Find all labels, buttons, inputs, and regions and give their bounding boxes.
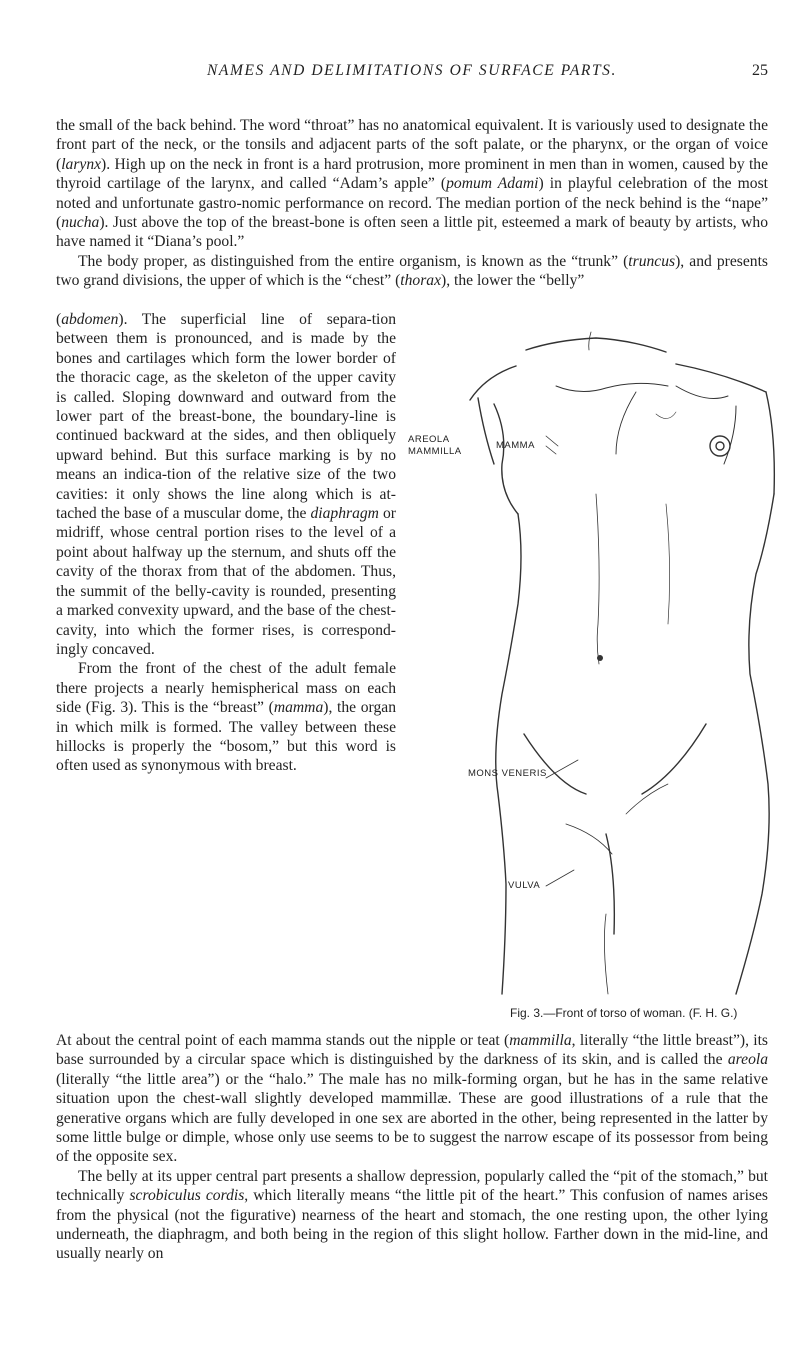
label-mons-veneris: MONS VENERIS (468, 768, 547, 779)
label-vulva: VULVA (508, 880, 541, 891)
paragraph-pit-of-stomach: The belly at its upper central part presents a shallow depression, popularly called the “pit of the stomach,” but technically scrobiculus cordis, which literally means “the little pit of the heart.” This confusion of names arises from the physical (not the figurative) nearness of the heart and stomach, the one resting upon, the other lying underneath, the diaphragm, and both being in the region of this slight hollow. Farther down in the mid-line, and usually nearly on (56, 1167, 768, 1263)
paragraph-breast: From the front of the chest of the adult female there projects a nearly hemispherical mass on each side (Fig. 3). This is the “breast” (mamma), the organ in which milk is formed. The valley between these hillocks is properly the “bosom,” but this word is often used as synonymous with breast. (56, 660, 396, 775)
paragraph-trunk: The body proper, as distinguished from the entire organism, is known as the “trunk” (truncus), and presents two grand divisions, the upper of which is the “chest” (thorax), the lower the “belly” (56, 252, 768, 290)
page-header (56, 62, 768, 82)
label-areola: AREOLA (408, 434, 450, 445)
body-text-column (56, 310, 396, 776)
running-head: NAMES AND DELIMITATIONS OF SURFACE PARTS. (206, 62, 618, 79)
torso-drawing (406, 314, 776, 1004)
body-text-top (56, 116, 768, 291)
body-text-bottom (56, 1031, 768, 1264)
label-mamma: MAMMA (496, 440, 535, 451)
label-mammilla: MAMMILLA (408, 446, 462, 457)
paragraph-throat: the small of the back behind. The word “throat” has no anatomical equivalent. It is variously used to designate the front part of the neck, or the tonsils and adjacent parts of the soft palate, or the pharynx, or the organ of voice (larynx). High up on the neck in front is a hard protrusion, more prominent in men than in women, caused by the thyroid cartilage of the larynx, and called “Adam’s apple” (pomum Adami) in playful celebration of the most noted and unfortunate gastro-nomic performance on record. The median portion of the neck behind is the “nape” (nucha). Just above the top of the breast-bone is often seen a little pit, esteemed a mark of beauty by artists, who have named it “Diana’s pool.” (56, 117, 768, 251)
paragraph-abdomen: (abdomen). The superficial line of separa-tion between them is pronounced, and is made by the bones and cartilages which form the lower border of the thoracic cage, as the skeleton of the upper cavity is called. Sloping downward and outward from the lower part of the breast-bone, the boundary-line is continued backward at the sides, and then obliquely upward behind. But this surface marking is by no means an indica-tion of the relative size of the two cavities: it only shows the line along which is at-tached the base of a muscular dome, the diaphragm or midriff, whose central portion rises to the level of a point about halfway up the sternum, and shuts off the cavity of the thorax from that of the abdomen. Thus, the summit of the belly-cavity is rounded, presenting a marked convexity upward, and the base of the chest-cavity, into which the former rises, is correspond-ingly concaved. (56, 311, 396, 658)
paragraph-nipple: At about the central point of each mamma stands out the nipple or teat (mammilla, literally “the little breast”), its base surrounded by a circular space which is distinguished by the darkness of its skin, and is called the areola (literally “the little area”) or the “halo.” The male has no milk-forming organ, but he has in the same relative situation upon the chest-wall slightly developed mammillæ. These are good illustrations of a rule that the generative organs which are fully developed in one sex are aborted in the other, being represented in the latter by some little bulge or dimple, whose only use seems to be to suggest the narrow escape of its possessor from being of the opposite sex. (56, 1032, 769, 1166)
figure-caption: Fig. 3.—Front of torso of woman. (F. H. G.) (510, 1006, 738, 1020)
figure-torso (406, 314, 776, 1034)
page-number: 25 (752, 62, 768, 79)
